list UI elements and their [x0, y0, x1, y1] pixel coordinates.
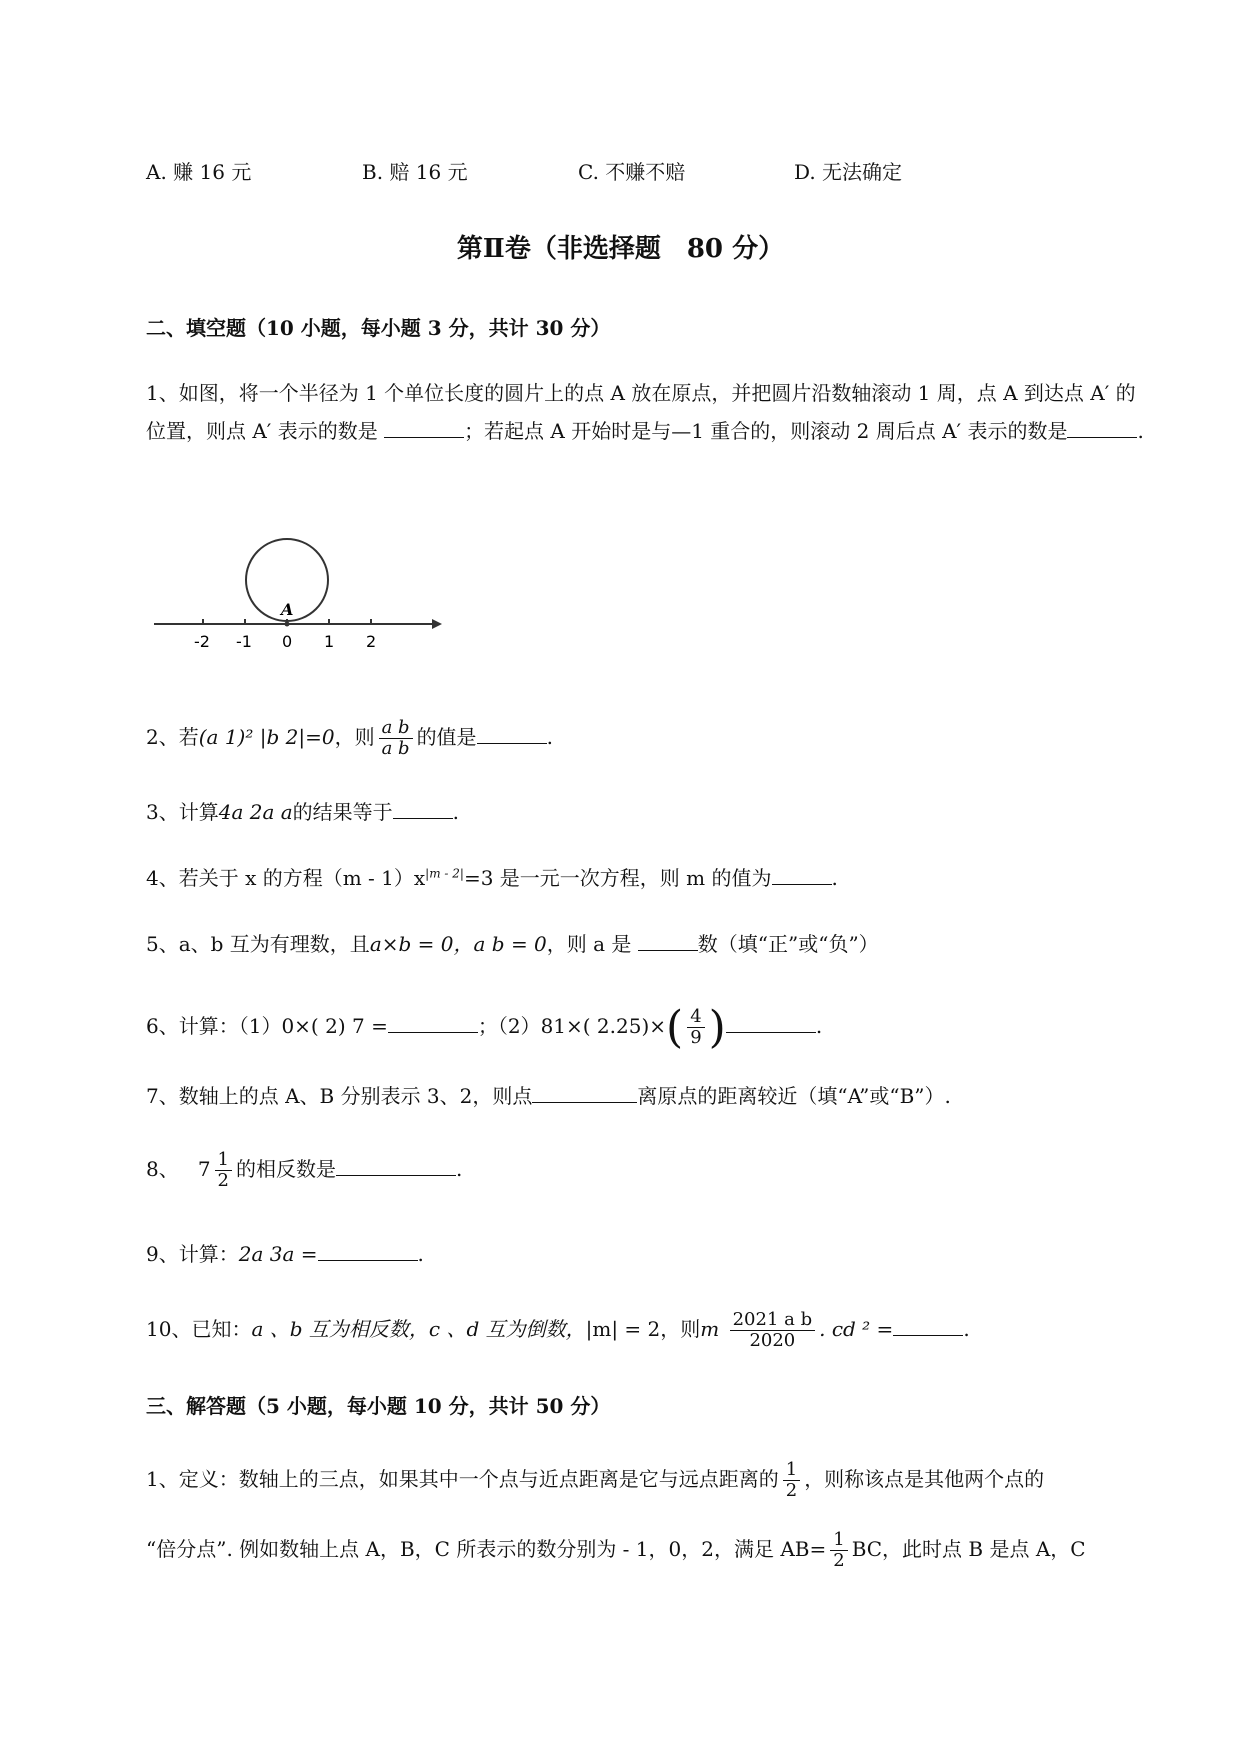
question-7 [146, 1080, 951, 1109]
option-d: D. 无法确定 [794, 160, 903, 184]
answer-blank [772, 864, 832, 885]
number-line-figure [150, 535, 450, 655]
option-a: A. 赚 16 元 [146, 160, 252, 184]
q10-end: . [963, 1317, 970, 1341]
q7-suffix: 离原点的距离较近（填“A”或“B”）. [637, 1084, 951, 1108]
answer-blank [638, 930, 698, 951]
tick-label: -1 [236, 632, 252, 651]
s1-fraction-1 [783, 1460, 800, 1501]
q2-fraction [379, 718, 413, 759]
q6-expression-2: 81×( 2.25)× [540, 1014, 667, 1038]
answer-blank [1067, 417, 1137, 438]
q8-fraction [215, 1150, 232, 1191]
option-b: B. 赔 16 元 [362, 160, 468, 184]
q10-m: m [700, 1317, 720, 1341]
q8-end: . [456, 1157, 463, 1181]
tick-label: 0 [282, 632, 293, 651]
answer-blank [532, 1082, 637, 1103]
part-title: 第Ⅱ卷（非选择题 80 分） [456, 234, 785, 264]
q1-text-part1: 1、如图，将一个半径为 1 个单位长度的圆片上的点 A 放在原点，并把圆片沿数轴滚动 1 周，点 A 到达点 A′ 的位置，则点 A′ 表示的数是 [146, 381, 1136, 443]
q3-suffix: 的结果等于 [292, 800, 393, 824]
s1-line2-b: BC，此时点 B 是点 A，C [851, 1537, 1086, 1561]
left-paren: ( [666, 1002, 684, 1053]
q9-expression: 2a 3a = [238, 1242, 318, 1266]
option-c: C. 不赚不赔 [578, 160, 686, 184]
q6-fraction [687, 1007, 704, 1048]
q3-end: . [452, 800, 460, 824]
q2-end: . [546, 725, 553, 749]
fraction-numerator: 4 [687, 1007, 704, 1028]
fraction-numerator: a b [379, 718, 413, 739]
point-a-label: A [281, 600, 294, 619]
fraction-denominator: a b [381, 738, 410, 759]
q8-suffix: 的相反数是 [236, 1157, 336, 1181]
answer-blank [336, 1155, 456, 1176]
q6-mid: ；（2） [477, 1014, 541, 1038]
s1-line1-b: ，则称该点是其他两个点的 [804, 1467, 1045, 1491]
answer-blank [477, 723, 547, 744]
q10-prefix: 10、已知： [146, 1317, 252, 1341]
fraction-denominator: 9 [690, 1027, 702, 1048]
fraction-denominator: 2 [785, 1480, 798, 1501]
s1-line1-a: 1、定义：数轴上的三点，如果其中一个点与近点距离是它与远点距离的 [146, 1467, 779, 1491]
q4-end: . [831, 866, 838, 890]
fraction-numerator: 2021 a b [730, 1310, 816, 1331]
q10-text: a 、b 互为相反数，c 、d 互为倒数， [251, 1317, 586, 1341]
q7-prefix: 7、数轴上的点 A、B 分别表示 3、2，则点 [146, 1084, 533, 1108]
q3-expression: 4a 2a a [218, 800, 293, 824]
fraction-numerator: 1 [783, 1460, 800, 1481]
q5-suffix: ，则 a 是 [546, 932, 638, 956]
q1-text-part2: ；若起点 A 开始时是与—1 重合的，则滚动 2 周后点 A′ 表示的数是 [464, 419, 1068, 443]
q9-end: . [417, 1242, 424, 1266]
fraction-denominator: 2 [833, 1550, 845, 1571]
q6-expression-1: 0×( 2) 7 = [281, 1014, 388, 1038]
answer-question-1-line-2 [146, 1530, 1086, 1571]
q1-text-part3: . [1137, 419, 1144, 443]
q5-expression-1: a×b = 0， [369, 932, 474, 956]
tick-label: -2 [194, 632, 210, 651]
s1-line2-a: “倍分点”. 例如数轴上点 A，B，C 所表示的数分别为 - 1，0，2，满足 AB= [146, 1537, 827, 1561]
q5-expression-2: a b = 0 [473, 932, 547, 956]
answer-blank [388, 1012, 478, 1033]
fraction-denominator: 2020 [749, 1330, 796, 1351]
section-heading-fill-blank: 二、填空题（10 小题，每小题 3 分，共计 30 分） [146, 316, 611, 340]
q10-fraction [730, 1310, 816, 1351]
question-8 [146, 1150, 462, 1191]
fraction-denominator: 2 [217, 1170, 229, 1191]
q2-suffix: 的值是 [416, 725, 477, 749]
answer-blank [384, 417, 464, 438]
question-9 [146, 1238, 424, 1267]
question-3 [146, 796, 459, 825]
q6-prefix: 6、计算：（1） [146, 1014, 282, 1038]
q10-tail: . cd ² = [819, 1317, 894, 1341]
fraction-numerator: 1 [830, 1530, 847, 1551]
question-10 [146, 1310, 970, 1351]
q6-end: . [815, 1014, 823, 1038]
q2-expression: (a 1)² |b 2|=0 [198, 725, 335, 749]
answer-question-1-line-1 [146, 1460, 1044, 1501]
q5-prefix: 5、a、b 互为有理数，且 [146, 932, 370, 956]
q4-exponent: |m - 2| [425, 866, 464, 881]
q5-end: 数（填“正”或“负”） [697, 932, 879, 956]
q3-prefix: 3、计算 [146, 800, 219, 824]
q9-prefix: 9、计算： [146, 1242, 239, 1266]
answer-blank [318, 1240, 418, 1261]
q8-whole: 7 [197, 1157, 211, 1181]
tick-label: 1 [324, 632, 335, 651]
question-6 [146, 1002, 822, 1053]
q2-mid: ，则 [334, 725, 375, 749]
fraction-numerator: 1 [215, 1150, 232, 1171]
section-heading-answer: 三、解答题（5 小题，每小题 10 分，共计 50 分） [146, 1394, 611, 1418]
q10-condition: |m| = 2，则 [585, 1317, 701, 1341]
s1-fraction-2 [830, 1530, 847, 1571]
answer-blank [726, 1012, 816, 1033]
question-1 [146, 374, 1146, 450]
right-paren: ) [708, 1002, 726, 1053]
axis-arrow-icon [432, 619, 442, 629]
tick-label: 2 [366, 632, 377, 651]
q8-prefix: 8、 [146, 1157, 179, 1181]
q2-prefix: 2、若 [146, 725, 199, 749]
answer-blank [393, 798, 453, 819]
point-a-dot [285, 622, 290, 627]
q4-prefix: 4、若关于 x 的方程（m - 1）x [146, 866, 426, 890]
question-2 [146, 718, 553, 759]
answer-blank [893, 1315, 963, 1336]
q4-suffix: =3 是一元一次方程，则 m 的值为 [463, 866, 772, 890]
question-5 [146, 928, 879, 957]
question-4 [146, 862, 838, 891]
